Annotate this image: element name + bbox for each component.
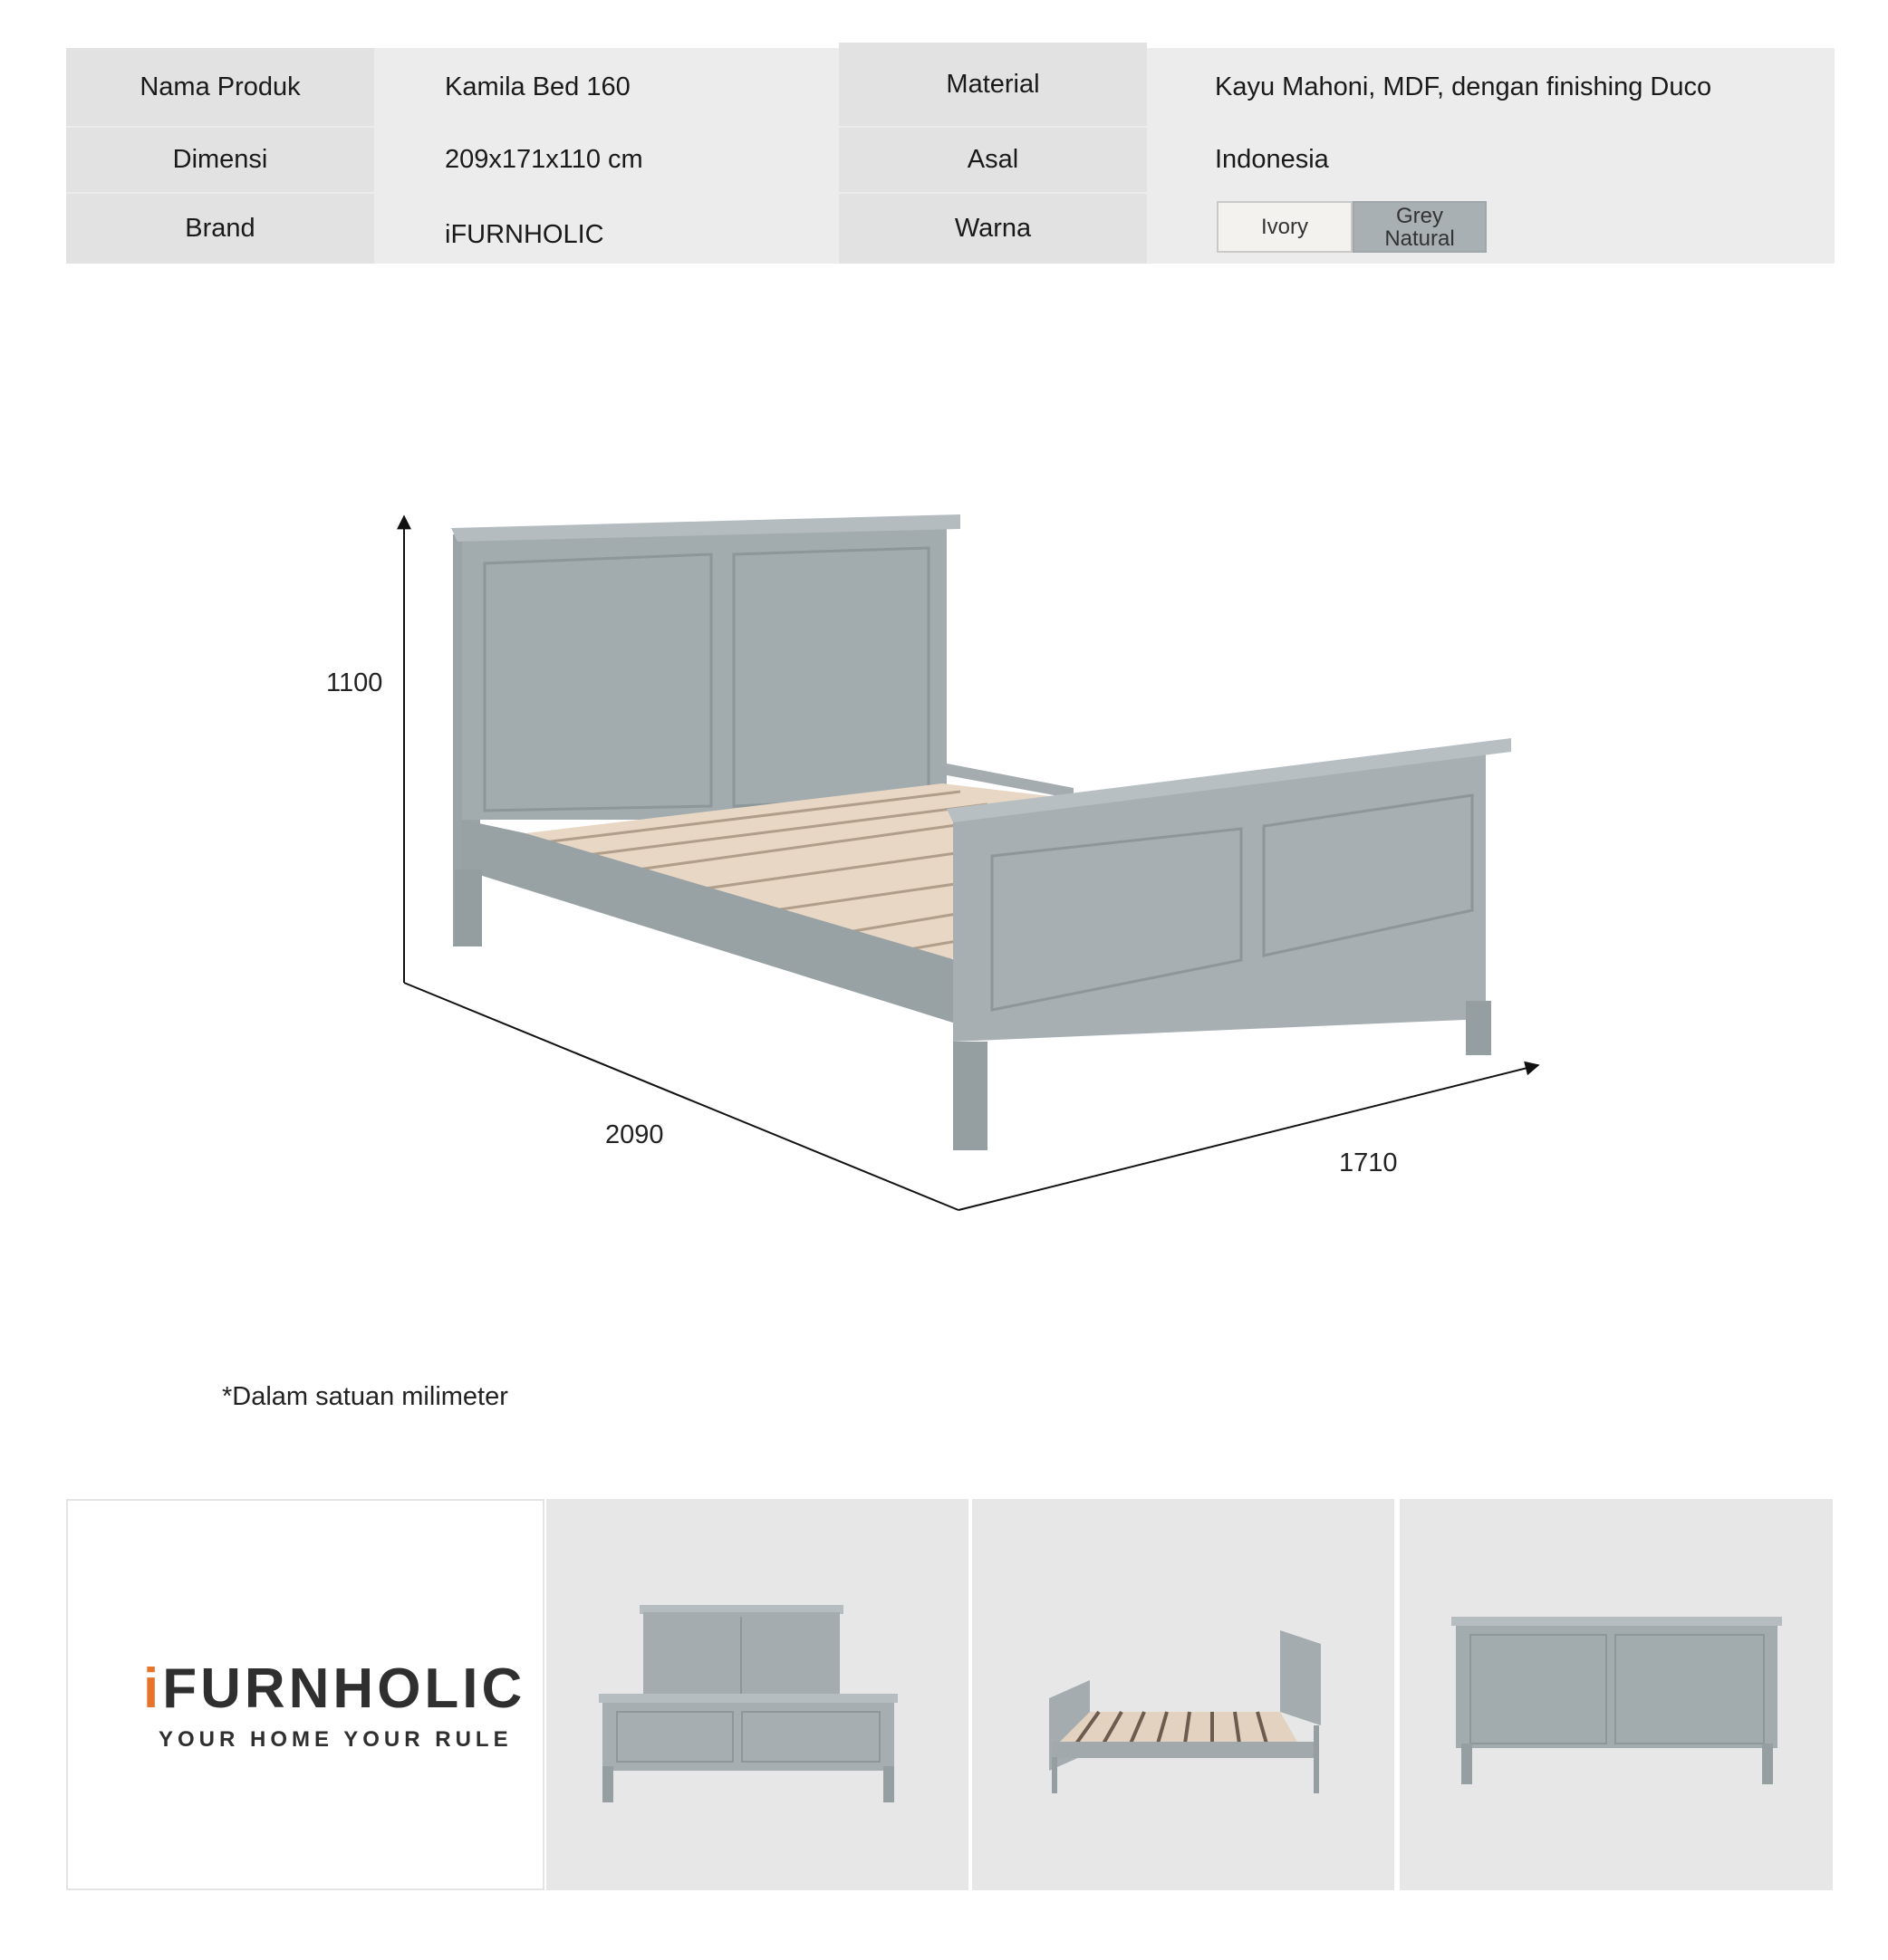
value-material: Kayu Mahoni, MDF, dengan finishing Duco xyxy=(1215,72,1712,101)
headboard-illustration xyxy=(1400,1499,1833,1890)
brand-logo xyxy=(143,1657,525,1721)
brand-tagline: YOUR HOME YOUR RULE xyxy=(159,1727,513,1752)
bed-front-view-illustration xyxy=(546,1499,968,1890)
value-brand: iFURNHOLIC xyxy=(445,220,604,249)
thumbnail-front-view[interactable] xyxy=(546,1499,968,1890)
length-dimension-line xyxy=(404,983,958,1210)
brand-logo-panel xyxy=(66,1499,544,1890)
color-name-grey: Grey xyxy=(1395,203,1443,228)
value-asal: Indonesia xyxy=(1215,145,1329,174)
label-asal: Asal xyxy=(839,128,1147,192)
label-brand: Brand xyxy=(66,194,374,264)
headboard-panel xyxy=(462,525,947,820)
label-dimensi: Dimensi xyxy=(66,128,374,192)
footboard-left-leg xyxy=(953,1042,987,1150)
color-name-ivory: Ivory xyxy=(1260,215,1308,239)
thumbnail-headboard-view[interactable] xyxy=(1400,1499,1833,1890)
width-dimension-line xyxy=(958,1065,1538,1210)
label-material: Material xyxy=(839,43,1147,126)
brand-logo-rest: FURNHOLIC xyxy=(162,1657,526,1720)
height-label: 1100 xyxy=(326,668,383,697)
brand-logo-i: i xyxy=(143,1657,163,1720)
color-name-natural: Natural xyxy=(1384,226,1455,251)
footboard-right-leg xyxy=(1466,1001,1491,1055)
thumbnail-side-view[interactable] xyxy=(972,1499,1394,1890)
bed-side-view-illustration xyxy=(972,1499,1394,1890)
label-nama-produk: Nama Produk xyxy=(66,48,374,126)
width-label: 1710 xyxy=(1339,1148,1398,1177)
unit-note: *Dalam satuan milimeter xyxy=(222,1382,508,1411)
value-nama-produk: Kamila Bed 160 xyxy=(445,72,631,101)
label-warna: Warna xyxy=(839,194,1147,264)
length-label: 2090 xyxy=(605,1120,664,1149)
value-dimensi: 209x171x110 cm xyxy=(445,145,643,174)
